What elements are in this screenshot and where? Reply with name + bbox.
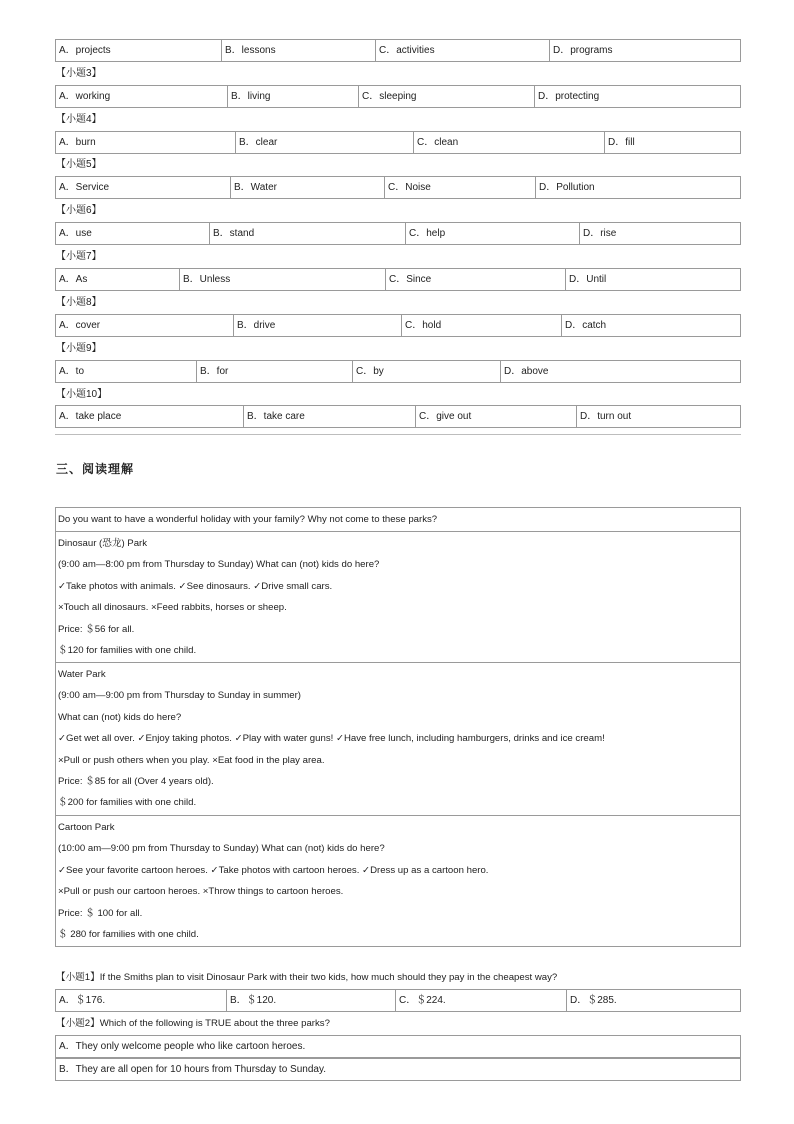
question-label-10: 【小题10】 xyxy=(56,389,108,400)
options-row-q4 xyxy=(55,131,741,154)
reading-passage xyxy=(55,507,741,947)
option-d[interactable]: D．programs xyxy=(553,45,613,56)
question-label-9: 【小题9】 xyxy=(56,343,102,354)
question-label-7: 【小题7】 xyxy=(56,251,102,262)
cartoon-hours: (10:00 am—9:00 pm from Thursday to Sunday) What can (not) kids do here? xyxy=(58,843,385,855)
question-label-6: 【小题6】 xyxy=(56,205,102,216)
option-a[interactable]: A．They only welcome people who like cartoon heroes. xyxy=(59,1041,306,1052)
option-row-rq2-a xyxy=(55,1035,741,1058)
question-label-8: 【小题8】 xyxy=(56,297,102,308)
option-a[interactable]: A．use xyxy=(56,223,210,244)
option-c[interactable]: C．Noise xyxy=(385,177,536,198)
option-d[interactable]: D．fill xyxy=(608,137,635,148)
question-label-5: 【小题5】 xyxy=(56,159,102,170)
options-row-q10 xyxy=(55,405,741,428)
option-b[interactable]: B．for xyxy=(197,361,353,382)
cartoon-title: Cartoon Park xyxy=(58,822,115,833)
option-d[interactable]: D．rise xyxy=(583,228,617,239)
option-c[interactable]: C．sleeping xyxy=(359,86,535,107)
dino-hours: (9:00 am—8:00 pm from Thursday to Sunday) What can (not) kids do here? xyxy=(58,559,380,571)
water-title: Water Park xyxy=(58,669,106,680)
option-b[interactable]: B．Water xyxy=(231,177,385,198)
dino-price: Price: ＄56 for all. xyxy=(58,623,135,635)
dino-family-price: ＄120 for families with one child. xyxy=(58,644,197,656)
question-label-4: 【小题4】 xyxy=(56,114,102,125)
divider xyxy=(55,434,741,435)
option-b[interactable]: B．living xyxy=(228,86,359,107)
option-c[interactable]: C．＄224. xyxy=(396,990,567,1011)
options-row-q7 xyxy=(55,268,741,291)
option-c[interactable]: C．help xyxy=(406,223,580,244)
option-c[interactable]: C．by xyxy=(353,361,501,382)
option-d[interactable]: D．protecting xyxy=(538,91,600,102)
option-c[interactable]: C．hold xyxy=(402,315,562,336)
dinosaur-park-section xyxy=(56,532,740,663)
options-row-rq1 xyxy=(55,989,741,1012)
option-a[interactable]: A．burn xyxy=(56,132,236,153)
option-a[interactable]: A．take place xyxy=(56,406,244,427)
reading-question-1: 【小题1】If the Smiths plan to visit Dinosaur Park with their two kids, how much should they pay in the cheapest way? xyxy=(56,972,558,983)
cartoon-can: ✓See your favorite cartoon heroes. ✓Take photos with cartoon heroes. ✓Dress up as a cartoon hero. xyxy=(58,864,489,876)
option-b[interactable]: B．clear xyxy=(236,132,414,153)
option-a[interactable]: A．projects xyxy=(56,40,222,61)
option-a[interactable]: A．to xyxy=(56,361,197,382)
option-c[interactable]: C．Since xyxy=(386,269,566,290)
water-park-section xyxy=(56,663,740,816)
option-b[interactable]: B．stand xyxy=(210,223,406,244)
water-family-price: ＄200 for families with one child. xyxy=(58,797,197,809)
option-d[interactable]: D．turn out xyxy=(580,411,632,422)
water-can: ✓Get wet all over. ✓Enjoy taking photos. ✓Play with water guns! ✓Have free lunch, including hamburgers, drinks and ice cream! xyxy=(58,733,605,745)
question-label-3: 【小题3】 xyxy=(56,68,102,79)
option-b[interactable]: B．They are all open for 10 hours from Thursday to Sunday. xyxy=(59,1064,326,1075)
option-row-rq2-b xyxy=(55,1058,741,1081)
cartoon-cannot: ×Pull or push our cartoon heroes. ×Throw things to cartoon heroes. xyxy=(58,886,344,898)
option-c[interactable]: C．activities xyxy=(376,40,550,61)
option-c[interactable]: C．clean xyxy=(414,132,605,153)
cartoon-family-price: ＄ 280 for families with one child. xyxy=(58,928,199,940)
section-title: 三、阅读理解 xyxy=(56,462,135,476)
option-c[interactable]: C．give out xyxy=(416,406,577,427)
dino-title: Dinosaur (恐龙) Park xyxy=(58,538,148,549)
options-row-q8 xyxy=(55,314,741,337)
cartoon-price: Price: ＄ 100 for all. xyxy=(58,907,143,919)
option-d[interactable]: D．above xyxy=(504,366,549,377)
option-a[interactable]: A．working xyxy=(56,86,228,107)
passage-intro xyxy=(56,508,740,532)
options-row-q5 xyxy=(55,176,741,199)
option-d[interactable]: D．＄285. xyxy=(570,995,617,1006)
option-b[interactable]: B．lessons xyxy=(222,40,376,61)
options-row-q9 xyxy=(55,360,741,383)
intro-line: Do you want to have a wonderful holiday with your family? Why not come to these parks? xyxy=(58,514,438,525)
water-price: Price: ＄85 for all (Over 4 years old). xyxy=(58,775,214,787)
option-b[interactable]: B．Unless xyxy=(180,269,386,290)
options-row-q3 xyxy=(55,85,741,108)
water-question: What can (not) kids do here? xyxy=(58,711,182,723)
option-b[interactable]: B．＄120. xyxy=(227,990,396,1011)
options-row-q6 xyxy=(55,222,741,245)
option-d[interactable]: D．catch xyxy=(565,320,607,331)
cartoon-park-section xyxy=(56,816,740,946)
options-row-q2 xyxy=(55,39,741,62)
option-b[interactable]: B．take care xyxy=(244,406,416,427)
option-b[interactable]: B．drive xyxy=(234,315,402,336)
dino-can: ✓Take photos with animals. ✓See dinosaurs. ✓Drive small cars. xyxy=(58,580,333,592)
water-hours: (9:00 am—9:00 pm from Thursday to Sunday in summer) xyxy=(58,690,301,702)
option-a[interactable]: A．As xyxy=(56,269,180,290)
option-d[interactable]: D．Until xyxy=(569,274,607,285)
reading-question-2: 【小题2】Which of the following is TRUE about the three parks? xyxy=(56,1018,330,1029)
water-cannot: ×Pull or push others when you play. ×Eat food in the play area. xyxy=(58,754,325,766)
option-a[interactable]: A．＄176. xyxy=(56,990,227,1011)
option-d[interactable]: D．Pollution xyxy=(539,182,595,193)
dino-cannot: ×Touch all dinosaurs. ×Feed rabbits, horses or sheep. xyxy=(58,602,287,614)
option-a[interactable]: A．cover xyxy=(56,315,234,336)
option-a[interactable]: A．Service xyxy=(56,177,231,198)
